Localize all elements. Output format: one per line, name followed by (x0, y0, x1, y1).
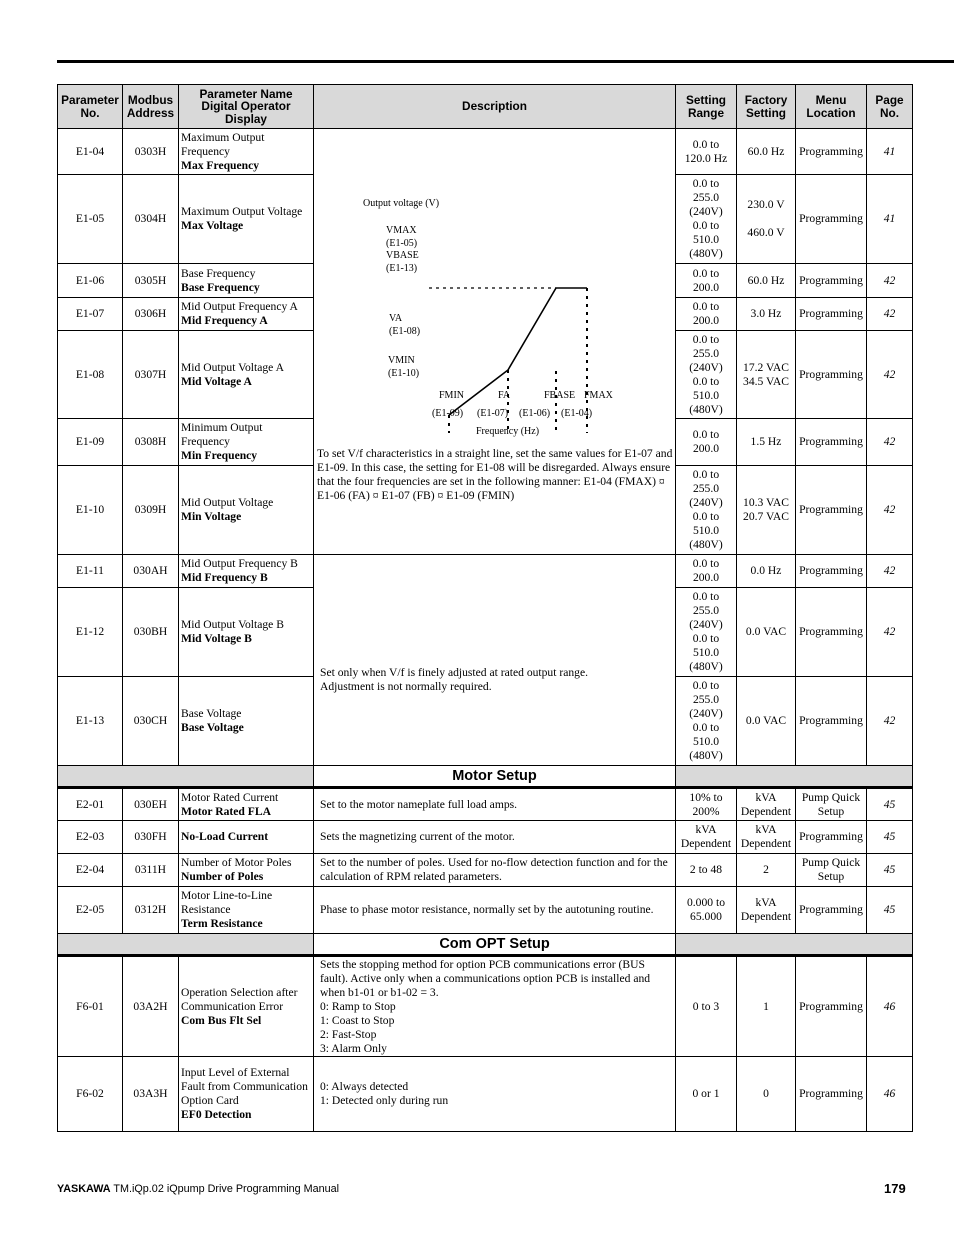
label-vmax-ref: (E1-05) (386, 238, 418, 249)
table-row (58, 788, 913, 821)
modbus-address: 0308H (123, 419, 179, 466)
param-name-cell (179, 788, 314, 821)
modbus-address: 03A3H (123, 1057, 179, 1132)
setting-range: 0.0 to 200.0 (676, 555, 737, 588)
modbus-address: 0307H (123, 331, 179, 419)
setting-range: 0.0 to 200.0 (676, 419, 737, 466)
factory-setting: 10.3 VAC 20.7 VAC (737, 466, 796, 555)
menu-location: Programming (796, 419, 867, 466)
y-axis-title: Output voltage (V) (363, 198, 440, 209)
menu-location: Programming (796, 588, 867, 677)
param-no: E1-05 (58, 175, 123, 264)
param-name: Base Voltage (181, 707, 242, 720)
setting-range: 0.0 to 120.0 Hz (676, 129, 737, 175)
modbus-address: 0306H (123, 298, 179, 331)
label-vmin: VMIN (388, 355, 415, 366)
param-name: Mid Output Voltage A (181, 360, 284, 374)
param-no: E2-01 (58, 788, 123, 821)
param-display: Mid Frequency B (181, 571, 268, 584)
factory-setting: 0 (737, 1057, 796, 1132)
param-name: Maximum Output Voltage (181, 205, 303, 218)
page-no: 45 (867, 854, 913, 887)
param-name-cell (179, 331, 314, 419)
description-cell: Set to the number of poles. Used for no-flow detection function and for the calculation of RPM related parameters. (314, 854, 676, 887)
table-row (58, 1057, 913, 1132)
menu-location: Programming (796, 1057, 867, 1132)
menu-location: Programming (796, 956, 867, 1057)
description-cell: Sets the stopping method for option PCB communications error (BUS fault). Active only when a communications option PCB is installed and when b1-01 or b1-02 = 3. 0: Ramp to Stop 1: Coast to Stop 2: Fast-Stop 3: Alarm Only (314, 956, 676, 1057)
setting-range: 0.0 to 255.0 (240V) 0.0 to 510.0 (480V) (676, 588, 737, 677)
factory-setting: 60.0 Hz (737, 129, 796, 175)
vf-graph-area (316, 175, 676, 508)
footer-doc: TM.iQp.02 iQpump Drive Programming Manual (113, 1183, 340, 1195)
label-fa: FA (498, 390, 511, 401)
modbus-address: 030CH (123, 677, 179, 766)
param-name: Motor Rated Current (181, 790, 279, 804)
modbus-address: 030AH (123, 555, 179, 588)
param-name-cell (179, 588, 314, 677)
param-display: Term Resistance (181, 917, 263, 930)
page-no: 42 (867, 264, 913, 298)
param-no: E1-10 (58, 466, 123, 555)
param-no: E1-04 (58, 129, 123, 175)
param-name-cell (179, 175, 314, 264)
description-cell: Set to the motor nameplate full load amps. (314, 788, 676, 821)
param-no: E1-08 (58, 331, 123, 419)
menu-location: Programming (796, 555, 867, 588)
menu-location: Programming (796, 129, 867, 175)
footer-brand: YASKAWA (57, 1183, 111, 1195)
page-no: 42 (867, 555, 913, 588)
factory-setting: 1 (737, 956, 796, 1057)
table-row (58, 854, 913, 887)
modbus-address: 0311H (123, 854, 179, 887)
factory-setting: 60.0 Hz (737, 264, 796, 298)
page-no: 42 (867, 466, 913, 555)
param-name-cell (179, 264, 314, 298)
label-fmin: FMIN (439, 390, 465, 401)
param-display: Base Frequency (181, 280, 260, 294)
param-name: Motor Line-to-Line Resistance (181, 889, 273, 916)
menu-location: Programming (796, 677, 867, 766)
param-no: E1-06 (58, 264, 123, 298)
param-name-cell (179, 887, 314, 934)
factory-setting: kVA Dependent (737, 821, 796, 854)
factory-setting: 3.0 Hz (737, 298, 796, 331)
factory-setting: 0.0 VAC (737, 588, 796, 677)
param-name: Number of Motor Poles (181, 856, 292, 869)
table-row (58, 887, 913, 934)
header-description: Description (314, 85, 676, 129)
page-no: 46 (867, 956, 913, 1057)
param-name-cell (179, 821, 314, 854)
page-no: 45 (867, 887, 913, 934)
label-vmin-ref: (E1-10) (388, 368, 420, 379)
page-no: 42 (867, 588, 913, 677)
page-no: 42 (867, 677, 913, 766)
page-number: 179 (884, 1181, 906, 1196)
description-cell: Phase to phase motor resistance, normally set by the autotuning routine. (314, 887, 676, 934)
factory-setting: 230.0 V 460.0 V (737, 175, 796, 264)
header-param-no: Parameter No. (58, 85, 123, 129)
menu-location: Programming (796, 821, 867, 854)
setting-range: 0.0 to 200.0 (676, 264, 737, 298)
header-menu: Menu Location (796, 85, 867, 129)
modbus-address: 0305H (123, 264, 179, 298)
page-no: 41 (867, 129, 913, 175)
modbus-address: 0312H (123, 887, 179, 934)
modbus-address: 03A2H (123, 956, 179, 1057)
param-name: Operation Selection after Communication Error (181, 985, 298, 1013)
page-no: 42 (867, 298, 913, 331)
label-fa-ref: (E1-07) (477, 408, 509, 419)
param-name-cell (179, 466, 314, 555)
table-row (58, 129, 913, 175)
page-no: 42 (867, 419, 913, 466)
setting-range: 0 to 3 (676, 956, 737, 1057)
description-cell: 0: Always detected 1: Detected only during run (314, 1057, 676, 1132)
vf-pattern-graph (316, 175, 676, 445)
param-no: E1-12 (58, 588, 123, 677)
setting-range: 0.0 to 255.0 (240V) 0.0 to 510.0 (480V) (676, 175, 737, 264)
page-no: 45 (867, 821, 913, 854)
table-row (58, 555, 913, 588)
description-cell (314, 129, 676, 555)
factory-setting: kVA Dependent (737, 788, 796, 821)
factory-setting: 17.2 VAC 34.5 VAC (737, 331, 796, 419)
label-fmax-ref: (E1-04) (561, 408, 593, 419)
modbus-address: 0304H (123, 175, 179, 264)
factory-setting: 0.0 VAC (737, 677, 796, 766)
setting-range: 2 to 48 (676, 854, 737, 887)
modbus-address: 0309H (123, 466, 179, 555)
param-name: Mid Output Frequency B (181, 557, 298, 570)
setting-range: 0 or 1 (676, 1057, 737, 1132)
menu-location: Programming (796, 298, 867, 331)
modbus-address: 030FH (123, 821, 179, 854)
page-no: 42 (867, 331, 913, 419)
header-factory: Factory Setting (737, 85, 796, 129)
page-no: 46 (867, 1057, 913, 1132)
description-cell: Sets the magnetizing current of the motor. (314, 821, 676, 854)
factory-setting: kVA Dependent (737, 887, 796, 934)
menu-location: Programming (796, 887, 867, 934)
param-no: E1-13 (58, 677, 123, 766)
modbus-address: 0303H (123, 129, 179, 175)
param-display: Mid Frequency A (181, 314, 268, 327)
param-display: Mid Voltage B (181, 632, 252, 645)
param-display: Min Frequency (181, 449, 258, 462)
modbus-address: 030EH (123, 788, 179, 821)
param-no: E2-03 (58, 821, 123, 854)
param-no: E2-05 (58, 887, 123, 934)
param-display: Max Frequency (181, 158, 260, 172)
header-name: Parameter Name Digital Operator Display (179, 85, 314, 129)
label-vbase: VBASE (386, 250, 419, 261)
param-name: Maximum Output Frequency (181, 130, 265, 158)
menu-location: Programming (796, 331, 867, 419)
param-display: Number of Poles (181, 870, 264, 883)
param-name: Mid Output Frequency A (181, 300, 298, 313)
param-no: E1-11 (58, 555, 123, 588)
section-motor-setup-title: Motor Setup (314, 766, 676, 788)
param-name: Base Frequency (181, 266, 256, 280)
param-name: Minimum Output Frequency (181, 421, 263, 448)
header-page: Page No. (867, 85, 913, 129)
menu-location: Programming (796, 175, 867, 264)
page-no: 41 (867, 175, 913, 264)
param-name-cell (179, 1057, 314, 1132)
header-range: Setting Range (676, 85, 737, 129)
param-name-cell (179, 555, 314, 588)
setting-range: 10% to 200% (676, 788, 737, 821)
setting-range: 0.0 to 255.0 (240V) 0.0 to 510.0 (480V) (676, 466, 737, 555)
label-vbase-ref: (E1-13) (386, 263, 418, 274)
param-name-cell (179, 677, 314, 766)
setting-range: kVA Dependent (676, 821, 737, 854)
footer-text (57, 1183, 339, 1195)
label-va-ref: (E1-08) (389, 326, 421, 337)
param-display: Min Voltage (181, 510, 242, 523)
vf-description: To set V/f characteristics in a straight line, set the same values for E1-07 and E1-09. In this case, the setting for E1-08 will be disregarded. Always ensure that the four frequencies are set in the following manner: E1-04 (FMAX) ¤ E1-06 (FA) ¤ E1-07 (FB) ¤ E1-09 (FMIN) (317, 447, 673, 502)
label-fbase-ref: (E1-06) (519, 408, 551, 419)
setting-range: 0.0 to 200.0 (676, 298, 737, 331)
param-no: F6-01 (58, 956, 123, 1057)
header-row (58, 85, 913, 129)
param-name-cell (179, 854, 314, 887)
param-display: Base Voltage (181, 721, 244, 734)
table-row (58, 956, 913, 1057)
label-fbase: FBASE (544, 390, 576, 401)
param-no: E2-04 (58, 854, 123, 887)
menu-location: Pump Quick Setup (796, 788, 867, 821)
table-row (58, 821, 913, 854)
param-no: F6-02 (58, 1057, 123, 1132)
section-motor-setup (58, 766, 913, 788)
param-name-cell (179, 129, 314, 175)
label-fmax: FMAX (584, 390, 613, 401)
param-display: No-Load Current (181, 830, 269, 843)
section-com-opt-setup (58, 934, 913, 956)
top-rule (57, 60, 954, 63)
parameter-table (57, 84, 913, 1132)
page-no: 45 (867, 788, 913, 821)
param-display: Com Bus Flt Sel (181, 1013, 262, 1027)
param-display: EF0 Detection (181, 1108, 252, 1121)
param-name: Input Level of External Fault from Communication Option Card (181, 1066, 308, 1107)
label-va: VA (389, 313, 403, 324)
param-name-cell (179, 298, 314, 331)
section-com-opt-setup-title: Com OPT Setup (314, 934, 676, 956)
param-no: E1-07 (58, 298, 123, 331)
menu-location: Programming (796, 466, 867, 555)
description-cell (314, 555, 676, 766)
setting-range: 0.0 to 255.0 (240V) 0.0 to 510.0 (480V) (676, 331, 737, 419)
param-display: Motor Rated FLA (181, 804, 271, 818)
param-name-cell (179, 419, 314, 466)
setting-range: 0.000 to 65.000 (676, 887, 737, 934)
menu-location: Programming (796, 264, 867, 298)
setting-range: 0.0 to 255.0 (240V) 0.0 to 510.0 (480V) (676, 677, 737, 766)
param-name-cell (179, 956, 314, 1057)
param-name: Mid Output Voltage B (181, 618, 284, 631)
param-display: Mid Voltage A (181, 374, 252, 388)
modbus-address: 030BH (123, 588, 179, 677)
x-axis-title: Frequency (Hz) (476, 426, 540, 437)
header-modbus: Modbus Address (123, 85, 179, 129)
param-no: E1-09 (58, 419, 123, 466)
label-vmax: VMAX (386, 225, 417, 236)
mid-voltage-b-description: Set only when V/f is finely adjusted at rated output range. Adjustment is not normally required. (320, 666, 588, 693)
factory-setting: 0.0 Hz (737, 555, 796, 588)
param-name: Mid Output Voltage (181, 496, 274, 509)
menu-location: Pump Quick Setup (796, 854, 867, 887)
param-display: Max Voltage (181, 219, 244, 232)
factory-setting: 2 (737, 854, 796, 887)
factory-setting: 1.5 Hz (737, 419, 796, 466)
label-fmin-ref: (E1-09) (432, 408, 464, 419)
